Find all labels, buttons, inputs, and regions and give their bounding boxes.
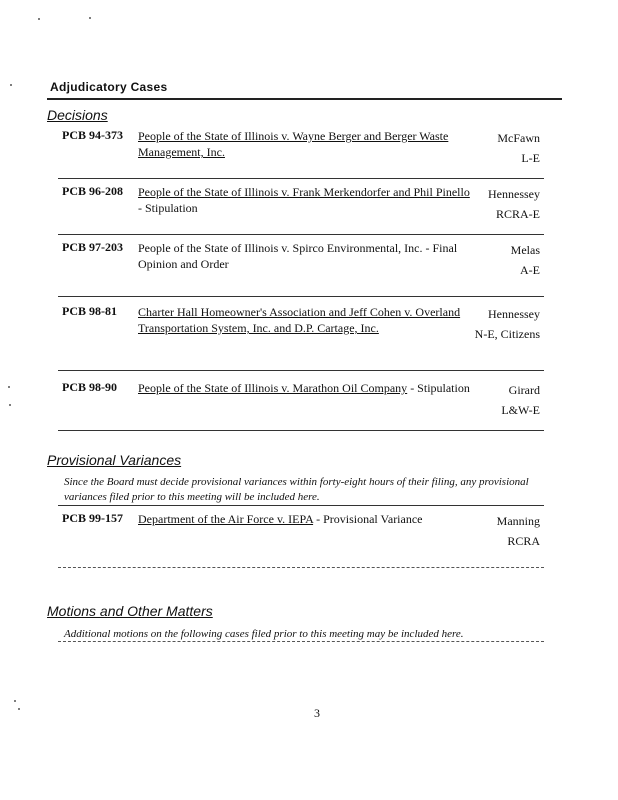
case-link[interactable]: Charter Hall Homeowner's Association and Jeff Cohen v. Overland Transportation System, Inc. and D.P. Cartage, Inc. (138, 305, 461, 335)
hearing-officer: Hennessey (488, 187, 540, 201)
section-divider (47, 98, 562, 100)
case-category: RCRA (507, 534, 540, 548)
case-link[interactable]: People of the State of Illinois v. Wayne Berger and Berger Waste Management, Inc. (138, 129, 449, 159)
hearing-officer: Girard (508, 383, 540, 397)
row-divider (58, 505, 544, 506)
scan-speck (14, 700, 16, 702)
case-link[interactable]: People of the State of Illinois v. Frank Merkendorfer and Phil Pinello (138, 185, 470, 199)
case-number: PCB 99-157 (62, 511, 123, 525)
row-divider (58, 234, 544, 235)
row-divider (58, 641, 544, 642)
case-category: A-E (520, 263, 540, 277)
case-link[interactable]: People of the State of Illinois v. Marathon Oil Company (138, 381, 408, 395)
case-title (138, 304, 473, 336)
hearing-officer: Hennessey (488, 307, 540, 321)
case-category: L-E (521, 151, 540, 165)
case-title: Department of the Air Force v. IEPA - Provisional Variance (138, 512, 423, 526)
decisions-heading: Decisions (47, 107, 108, 123)
section-title: Adjudicatory Cases (50, 80, 168, 94)
hearing-officer: Melas (510, 243, 540, 257)
case-link[interactable]: Department of the Air Force v. IEPA (138, 512, 314, 526)
row-divider (58, 296, 544, 297)
case-category: RCRA-E (495, 207, 540, 221)
hearing-officer: Manning (496, 514, 540, 528)
case-title: People of the State of Illinois v. Spirco Environmental, Inc. - Final Opinion and Order (138, 241, 458, 271)
case-title: People of the State of Illinois v. Marathon Oil Company - Stipulation (138, 381, 470, 395)
provisional-heading: Provisional Variances (47, 452, 182, 468)
row-divider (58, 430, 544, 431)
motions-note: Additional motions on the following cases filed prior to this meeting may be included here. (64, 628, 464, 640)
case-number: PCB 98-90 (62, 380, 117, 394)
case-number: PCB 98-81 (62, 304, 117, 318)
row-divider (58, 370, 544, 371)
case-category: L&W-E (501, 403, 540, 417)
scan-speck (9, 404, 11, 406)
provisional-note: Since the Board must decide provisional variances within forty-eight hours of their filing, any provisional variances filed prior to this meeting will be included here. (64, 476, 529, 503)
case-number: PCB 96-208 (62, 184, 123, 198)
case-number: PCB 97-203 (62, 240, 123, 254)
case-number: PCB 94-373 (62, 128, 123, 142)
scan-speck (8, 386, 10, 388)
scan-speck (10, 84, 12, 86)
case-category: N-E, Citizens (474, 327, 540, 341)
scan-speck (18, 708, 20, 710)
row-divider (58, 178, 544, 179)
case-title (138, 128, 473, 160)
motions-heading: Motions and Other Matters (47, 603, 213, 619)
case-meta (450, 128, 540, 168)
case-meta (450, 240, 540, 280)
case-meta (470, 304, 540, 344)
scan-speck (89, 17, 91, 19)
page-number: 3 (314, 706, 320, 720)
case-meta (450, 184, 540, 224)
scan-speck (38, 18, 40, 20)
case-title: People of the State of Illinois v. Frank Merkendorfer and Phil Pinello - Stipulation (138, 185, 470, 215)
row-divider (58, 567, 544, 568)
hearing-officer: McFawn (497, 131, 540, 145)
case-meta (450, 380, 540, 420)
case-meta (450, 511, 540, 551)
